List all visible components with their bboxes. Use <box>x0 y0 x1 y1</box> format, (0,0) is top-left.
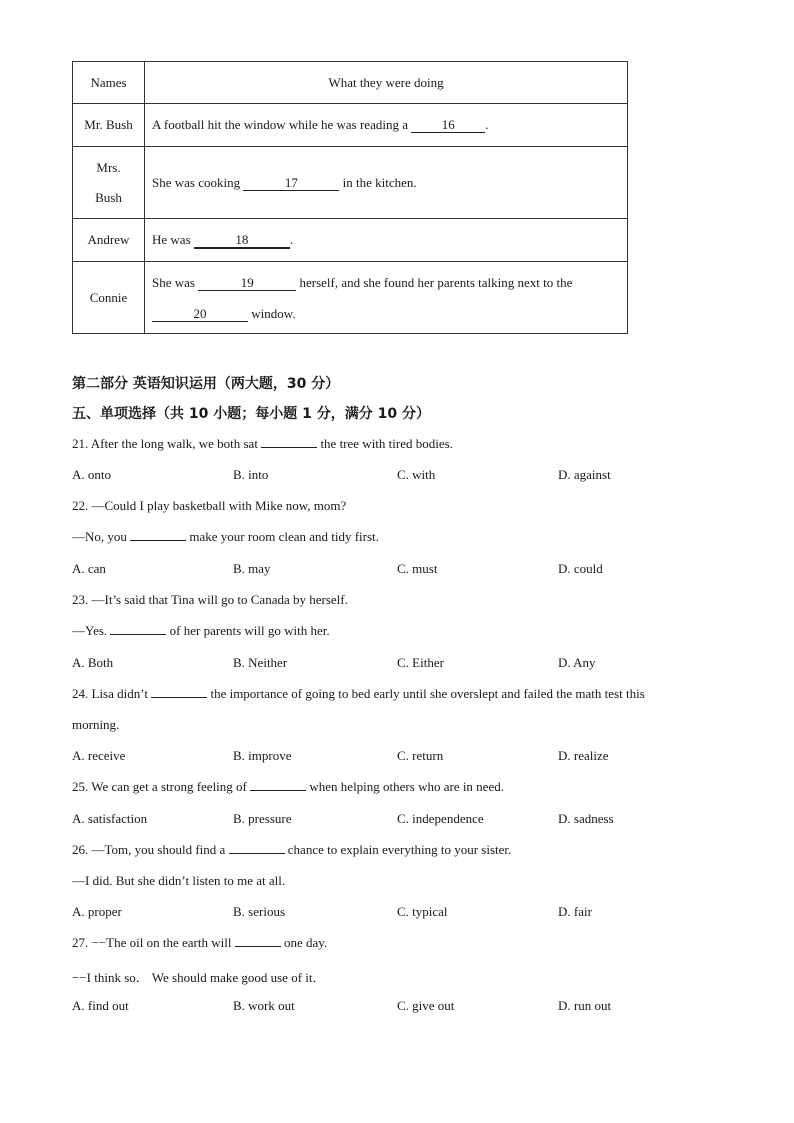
question-24-cont: morning. <box>72 717 120 732</box>
option-b[interactable]: B. work out <box>233 998 295 1013</box>
table-row <box>73 219 628 262</box>
text: 27. −−The oil on the earth will <box>72 935 235 950</box>
options-23 <box>72 655 692 673</box>
row-name: Andrew <box>73 219 145 262</box>
options-26 <box>72 904 692 922</box>
table-row <box>73 262 628 334</box>
options-27 <box>72 998 692 1016</box>
text: 25. We can get a strong feeling of <box>72 779 251 794</box>
question-23: 23. —It’s said that Tina will go to Canada by herself. <box>72 592 348 607</box>
row-name <box>73 147 145 219</box>
option-d[interactable]: D. run out <box>558 998 612 1013</box>
text: He was <box>152 231 194 247</box>
section5-title: 五、单项选择（共 10 小题；每小题 1 分，满分 10 分） <box>72 406 430 422</box>
text: when helping others who are in need. <box>306 779 504 794</box>
header-names: Names <box>73 62 145 104</box>
blank-18[interactable]: 18 <box>194 233 290 249</box>
blank-19[interactable]: 19 <box>198 276 296 291</box>
answer-blank[interactable] <box>250 779 306 791</box>
answer-blank[interactable] <box>235 935 281 947</box>
option-c[interactable]: C. with <box>397 467 436 482</box>
option-a[interactable]: A. can <box>72 561 106 576</box>
question-27 <box>72 935 327 951</box>
answer-blank[interactable] <box>261 436 317 448</box>
question-24 <box>72 686 645 702</box>
question-23-reply <box>72 623 330 639</box>
text: . <box>289 231 294 247</box>
text: 21. After the long walk, we both sat <box>72 436 262 451</box>
row-activity <box>145 219 628 262</box>
row-activity <box>145 262 628 334</box>
text: —Yes. <box>72 623 111 638</box>
blank-17[interactable]: 17 <box>243 176 339 191</box>
blank-20[interactable]: 20 <box>152 307 248 322</box>
options-22 <box>72 561 692 579</box>
answer-blank[interactable] <box>151 686 207 698</box>
option-b[interactable]: B. into <box>233 467 269 482</box>
text: She was cooking <box>152 174 244 190</box>
text: herself, and she found her parents talking next to the <box>296 274 573 290</box>
text: 26. —Tom, you should find a <box>72 842 229 857</box>
row-name: Connie <box>73 262 145 334</box>
text: She was <box>152 274 199 290</box>
table-header-row <box>73 62 628 104</box>
name-line: Bush <box>95 189 122 205</box>
row-activity <box>145 104 628 147</box>
option-b[interactable]: B. improve <box>233 748 292 763</box>
text: A football hit the window while he was reading a <box>152 117 412 132</box>
text: the importance of going to bed early until she overslept and failed the math test this <box>207 686 645 701</box>
option-c[interactable]: C. give out <box>397 998 455 1013</box>
text: make your room clean and tidy first. <box>186 529 379 544</box>
option-a[interactable]: A. satisfaction <box>72 811 148 826</box>
option-d[interactable]: D. could <box>558 561 603 576</box>
question-22-reply <box>72 529 379 545</box>
text: window. <box>248 305 296 321</box>
question-27-reply: −−I think so． We should make good use of it． <box>72 970 326 985</box>
option-b[interactable]: B. Neither <box>233 655 288 670</box>
option-d[interactable]: D. realize <box>558 748 609 763</box>
part2-title: 第二部分 英语知识运用（两大题，30 分） <box>72 376 340 392</box>
name-line: Mrs. <box>96 159 121 175</box>
option-a[interactable]: A. Both <box>72 655 114 670</box>
option-c[interactable]: C. must <box>397 561 438 576</box>
text: 24. Lisa didn’t <box>72 686 152 701</box>
options-25 <box>72 811 692 829</box>
text: in the kitchen. <box>339 174 417 190</box>
option-c[interactable]: C. Either <box>397 655 444 670</box>
text: chance to explain everything to your sister. <box>284 842 512 857</box>
option-a[interactable]: A. proper <box>72 904 122 919</box>
options-24 <box>72 748 692 766</box>
answer-blank[interactable] <box>229 842 285 854</box>
text: —No, you <box>72 529 131 544</box>
option-d[interactable]: D. sadness <box>558 811 614 826</box>
question-26-reply: —I did. But she didn’t listen to me at all. <box>72 873 286 888</box>
question-21 <box>72 436 453 452</box>
answer-blank[interactable] <box>130 529 186 541</box>
option-d[interactable]: D. fair <box>558 904 592 919</box>
option-d[interactable]: D. against <box>558 467 611 482</box>
option-a[interactable]: A. receive <box>72 748 126 763</box>
option-b[interactable]: B. pressure <box>233 811 292 826</box>
header-doing: What they were doing <box>145 62 628 104</box>
answer-blank[interactable] <box>110 623 166 635</box>
row-activity <box>145 147 628 219</box>
option-d[interactable]: D. Any <box>558 655 596 670</box>
blank-16[interactable]: 16 <box>411 118 485 133</box>
option-b[interactable]: B. may <box>233 561 271 576</box>
table-row <box>73 104 628 147</box>
text: . <box>485 117 489 132</box>
option-c[interactable]: C. independence <box>397 811 484 826</box>
question-25 <box>72 779 504 795</box>
option-c[interactable]: C. typical <box>397 904 448 919</box>
text: one day. <box>280 935 328 950</box>
question-26 <box>72 842 511 858</box>
table-row <box>73 147 628 219</box>
activity-table <box>72 61 628 334</box>
row-name: Mr. Bush <box>73 104 145 147</box>
text: the tree with tired bodies. <box>317 436 453 451</box>
option-a[interactable]: A. onto <box>72 467 111 482</box>
option-c[interactable]: C. return <box>397 748 444 763</box>
option-a[interactable]: A. find out <box>72 998 129 1013</box>
text: of her parents will go with her. <box>166 623 330 638</box>
option-b[interactable]: B. serious <box>233 904 285 919</box>
question-22: 22. —Could I play basketball with Mike now, mom? <box>72 498 347 513</box>
options-21 <box>72 467 692 485</box>
